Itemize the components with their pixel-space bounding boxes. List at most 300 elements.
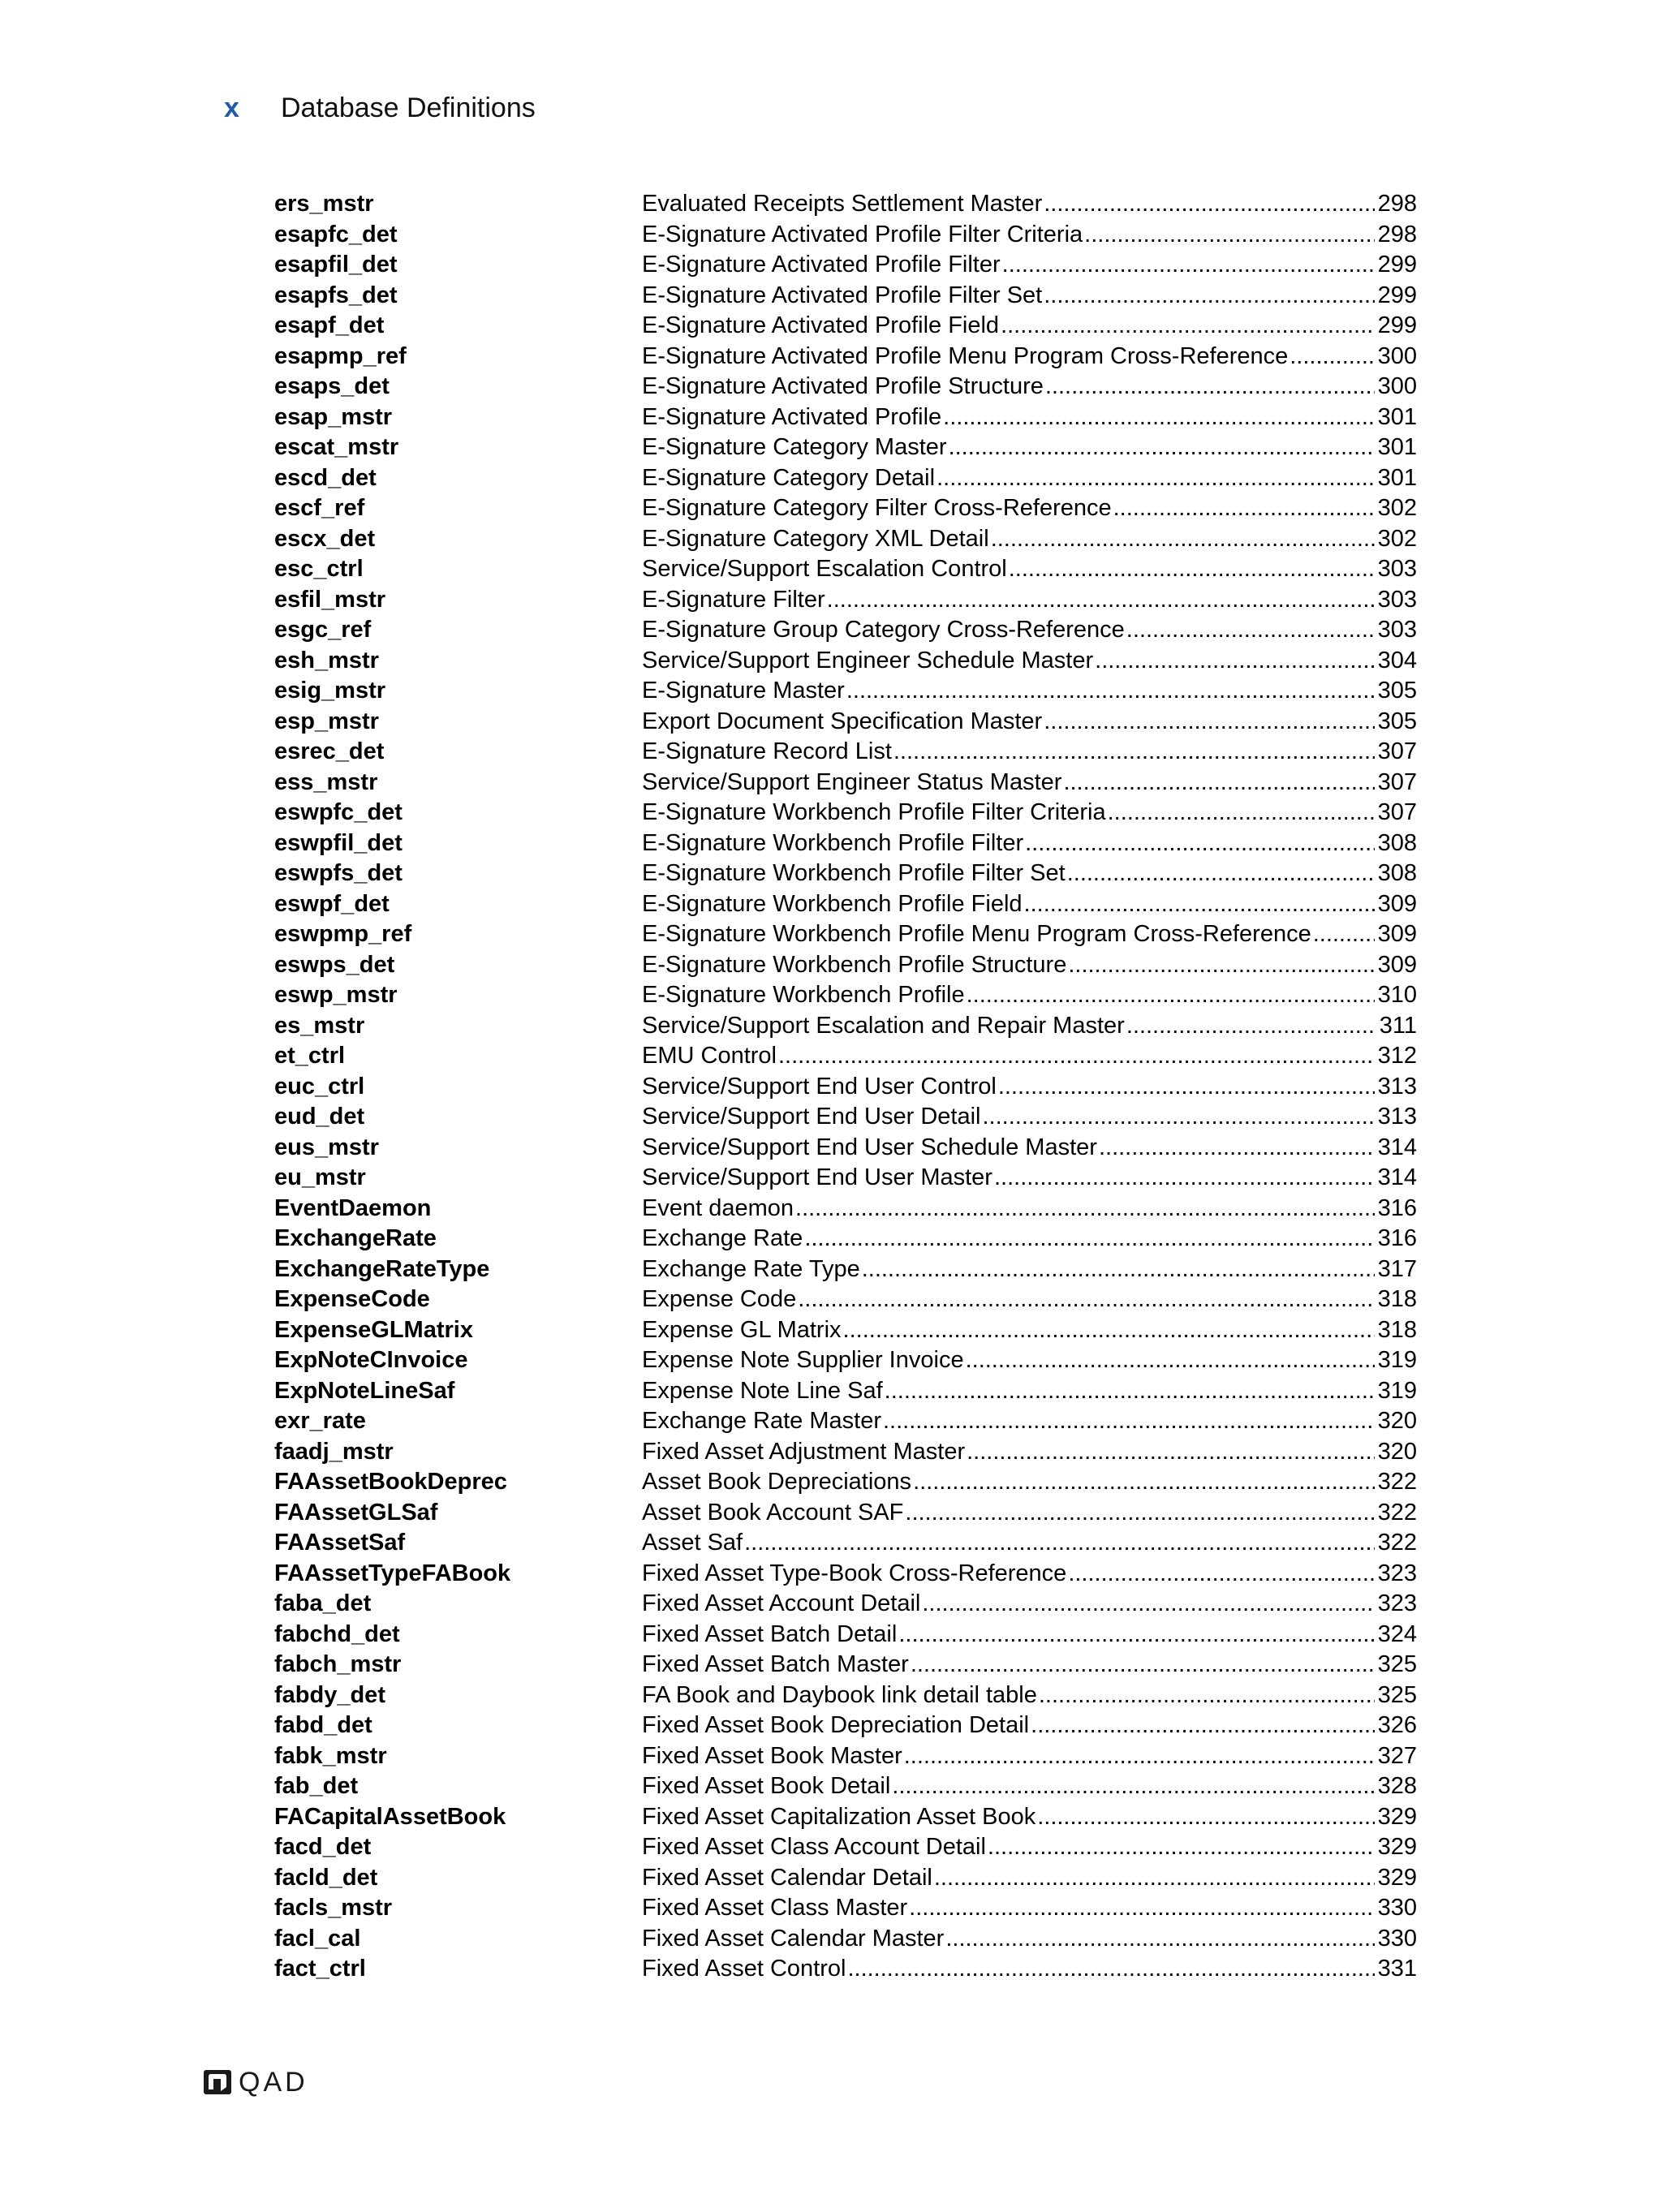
entry-description-line <box>642 1072 1417 1103</box>
toc-entry[interactable] <box>274 1924 1417 1955</box>
page-reference[interactable]: 324 <box>1377 1620 1417 1647</box>
toc-entry[interactable] <box>274 1437 1417 1468</box>
dot-leader <box>843 1315 1375 1346</box>
toc-entry[interactable] <box>274 1254 1417 1285</box>
page-reference[interactable]: 301 <box>1377 434 1417 460</box>
page-reference[interactable]: 307 <box>1377 799 1417 825</box>
dot-leader <box>883 1406 1375 1437</box>
dot-leader <box>804 1224 1375 1254</box>
table-description: E-Signature Workbench Profile Filter Criteria <box>642 799 1106 825</box>
entry-description-line <box>642 859 1417 889</box>
dot-leader <box>846 676 1375 707</box>
toc-entry[interactable] <box>274 646 1417 677</box>
table-name: eswp_mstr <box>274 982 398 1008</box>
table-description: Service/Support End User Master <box>642 1164 992 1190</box>
toc-entry[interactable] <box>274 1467 1417 1498</box>
table-description: Fixed Asset Calendar Detail <box>642 1864 932 1891</box>
table-name: FACapitalAssetBook <box>274 1803 506 1830</box>
page-reference[interactable]: 327 <box>1377 1742 1417 1769</box>
page-reference[interactable]: 298 <box>1377 191 1417 217</box>
table-description: Fixed Asset Capitalization Asset Book <box>642 1803 1036 1830</box>
dot-leader <box>847 1954 1375 1985</box>
toc-entry[interactable] <box>274 1528 1417 1559</box>
entry-description-line <box>642 1194 1417 1224</box>
dot-leader <box>909 1893 1375 1924</box>
page-reference[interactable]: 329 <box>1377 1864 1417 1891</box>
entry-description-line <box>642 493 1417 524</box>
page-reference[interactable]: 309 <box>1377 951 1417 978</box>
table-name: eswpf_det <box>274 890 390 917</box>
dot-leader <box>1025 828 1375 859</box>
page-reference[interactable]: 314 <box>1377 1164 1417 1190</box>
dot-leader <box>1095 646 1375 677</box>
table-description: Asset Book Account SAF <box>642 1499 904 1526</box>
page-reference[interactable]: 325 <box>1377 1681 1417 1708</box>
entry-description-line <box>642 433 1417 463</box>
table-name: faadj_mstr <box>274 1438 394 1465</box>
dot-leader <box>1045 372 1375 402</box>
dot-leader <box>827 585 1375 616</box>
entry-description-line <box>642 646 1417 677</box>
table-name: es_mstr <box>274 1012 365 1039</box>
toc-entry[interactable] <box>274 950 1417 981</box>
toc-entry[interactable] <box>274 859 1417 889</box>
table-description: Service/Support End User Detail <box>642 1104 981 1130</box>
table-description: E-Signature Workbench Profile Structure <box>642 951 1067 978</box>
dot-leader <box>885 1376 1375 1407</box>
entry-description-line <box>642 1345 1417 1376</box>
toc-entry[interactable] <box>274 1650 1417 1681</box>
page-reference[interactable]: 322 <box>1377 1499 1417 1526</box>
toc-entry[interactable] <box>274 828 1417 859</box>
entry-description-line <box>642 1011 1417 1042</box>
table-description: E-Signature Category Detail <box>642 464 936 491</box>
toc-entry[interactable] <box>274 1893 1417 1924</box>
table-description: E-Signature Filter <box>642 586 825 613</box>
toc-entry[interactable] <box>274 1802 1417 1833</box>
entry-description-line <box>642 1133 1417 1164</box>
table-name: facld_det <box>274 1864 378 1891</box>
page-reference[interactable]: 307 <box>1377 768 1417 795</box>
table-name: eswpfil_det <box>274 829 403 856</box>
page-reference[interactable]: 329 <box>1377 1834 1417 1860</box>
toc-entry[interactable] <box>274 1863 1417 1894</box>
page-reference[interactable]: 316 <box>1377 1194 1417 1221</box>
toc-entry[interactable] <box>274 1771 1417 1802</box>
page-reference[interactable]: 320 <box>1377 1438 1417 1465</box>
toc-entry[interactable] <box>274 768 1417 798</box>
dot-leader <box>1009 554 1375 585</box>
page-reference[interactable]: 308 <box>1377 829 1417 856</box>
table-name: esgc_ref <box>274 617 372 643</box>
page-reference[interactable]: 325 <box>1377 1651 1417 1677</box>
entry-description-line <box>642 798 1417 828</box>
table-description: Fixed Asset Batch Detail <box>642 1620 898 1647</box>
dot-leader <box>943 402 1375 433</box>
page-reference[interactable]: 302 <box>1377 525 1417 552</box>
table-description: Fixed Asset Account Detail <box>642 1590 921 1616</box>
toc-entry[interactable] <box>274 1163 1417 1194</box>
page-reference[interactable]: 305 <box>1377 678 1417 704</box>
page-reference[interactable]: 318 <box>1377 1286 1417 1312</box>
dot-leader <box>934 1863 1375 1894</box>
entry-description-line <box>642 524 1417 555</box>
page-reference[interactable]: 330 <box>1377 1925 1417 1952</box>
table-description: E-Signature Group Category Cross-Reference <box>642 617 1125 643</box>
toc-entry[interactable] <box>274 1711 1417 1741</box>
table-description: E-Signature Workbench Profile Field <box>642 890 1023 917</box>
toc-entry[interactable] <box>274 1620 1417 1650</box>
entry-description-line <box>642 1467 1417 1498</box>
dot-leader <box>936 463 1375 494</box>
entry-description-line <box>642 1832 1417 1863</box>
toc-entry[interactable] <box>274 585 1417 616</box>
page-reference[interactable]: 314 <box>1377 1134 1417 1160</box>
page-reference[interactable]: 311 <box>1379 1012 1417 1039</box>
page-reference[interactable]: 307 <box>1377 738 1417 764</box>
table-name: eud_det <box>274 1104 365 1130</box>
table-description: Fixed Asset Class Account Detail <box>642 1834 986 1860</box>
table-description: E-Signature Workbench Profile Menu Program Cross-Reference <box>642 921 1311 947</box>
table-description: Service/Support Escalation Control <box>642 556 1007 582</box>
dot-leader <box>945 1924 1375 1955</box>
dot-leader <box>1068 1559 1375 1590</box>
dot-leader <box>1044 189 1375 220</box>
dot-leader <box>1126 615 1375 646</box>
table-description: Service/Support End User Schedule Master <box>642 1134 1097 1160</box>
page-reference[interactable]: 303 <box>1377 617 1417 643</box>
dot-leader <box>1001 311 1375 342</box>
toc-entry[interactable] <box>274 524 1417 555</box>
page-reference[interactable]: 299 <box>1377 312 1417 338</box>
table-description: Expense GL Matrix <box>642 1316 842 1343</box>
page-reference[interactable]: 313 <box>1377 1104 1417 1130</box>
entry-description-line <box>642 1620 1417 1650</box>
page-reference[interactable]: 298 <box>1377 221 1417 247</box>
entry-description-line <box>642 372 1417 402</box>
dot-leader <box>904 1741 1375 1772</box>
page-reference[interactable]: 309 <box>1377 890 1417 917</box>
toc-entry[interactable] <box>274 554 1417 585</box>
toc-entry[interactable] <box>274 1224 1417 1254</box>
dot-leader <box>1084 220 1375 251</box>
table-name: et_ctrl <box>274 1043 346 1069</box>
table-name: ExpNoteLineSaf <box>274 1377 455 1404</box>
table-name: esrec_det <box>274 738 385 764</box>
table-name: esaps_det <box>274 373 390 399</box>
table-description: E-Signature Category Master <box>642 434 947 460</box>
entry-description-line <box>642 919 1417 950</box>
dot-leader <box>1108 798 1375 828</box>
dot-leader <box>1099 1133 1375 1164</box>
table-name: euc_ctrl <box>274 1073 365 1100</box>
toc-entry[interactable] <box>274 676 1417 707</box>
table-description: E-Signature Activated Profile <box>642 403 942 430</box>
entry-description-line <box>642 1498 1417 1529</box>
dot-leader <box>1067 859 1375 889</box>
table-description: FA Book and Daybook link detail table <box>642 1681 1037 1708</box>
table-name: esh_mstr <box>274 647 379 673</box>
table-name: eswpmp_ref <box>274 921 412 947</box>
toc-entry[interactable] <box>274 493 1417 524</box>
page-reference[interactable]: 301 <box>1377 403 1417 430</box>
table-description: E-Signature Activated Profile Filter Set <box>642 282 1043 308</box>
entry-description-line <box>642 737 1417 768</box>
dot-leader <box>982 1102 1375 1133</box>
table-description: Event daemon <box>642 1194 794 1221</box>
toc-entry[interactable] <box>274 1011 1417 1042</box>
dot-leader <box>966 1345 1375 1376</box>
page-reference[interactable]: 302 <box>1377 495 1417 521</box>
dot-leader <box>905 1498 1375 1529</box>
dot-leader <box>1313 919 1375 950</box>
toc-entry[interactable] <box>274 889 1417 920</box>
toc-entry[interactable] <box>274 1133 1417 1164</box>
table-description: Asset Book Depreciations <box>642 1469 912 1495</box>
entry-description-line <box>642 1741 1417 1772</box>
table-description: Exchange Rate <box>642 1225 803 1251</box>
page-reference[interactable]: 319 <box>1377 1377 1417 1404</box>
toc-entry[interactable] <box>274 1589 1417 1620</box>
toc-entry[interactable] <box>274 220 1417 251</box>
table-name: faba_det <box>274 1590 372 1616</box>
toc-entry[interactable] <box>274 615 1417 646</box>
page-reference[interactable]: 308 <box>1377 860 1417 886</box>
entry-description-line <box>642 1893 1417 1924</box>
dot-leader <box>967 980 1375 1011</box>
table-description: E-Signature Category XML Detail <box>642 525 989 552</box>
page-header <box>224 88 536 128</box>
toc-entry[interactable] <box>274 1681 1417 1711</box>
table-description: Exchange Rate Master <box>642 1408 881 1434</box>
page-reference[interactable]: 300 <box>1377 373 1417 399</box>
table-description: Fixed Asset Control <box>642 1956 846 1982</box>
table-description: Service/Support Engineer Schedule Master <box>642 647 1094 673</box>
entry-description-line <box>642 463 1417 494</box>
table-name: ExpNoteCInvoice <box>274 1347 468 1373</box>
toc-entry[interactable] <box>274 372 1417 402</box>
toc-entry[interactable] <box>274 1376 1417 1407</box>
page-reference[interactable]: 303 <box>1377 586 1417 613</box>
toc-entry[interactable] <box>274 1832 1417 1863</box>
table-description: Fixed Asset Book Master <box>642 1742 902 1769</box>
dot-leader <box>1037 1802 1375 1833</box>
table-description: Fixed Asset Adjustment Master <box>642 1438 966 1465</box>
page-reference[interactable]: 301 <box>1377 464 1417 491</box>
entry-description-line <box>642 189 1417 220</box>
entry-description-line <box>642 1650 1417 1681</box>
entry-description-line <box>642 828 1417 859</box>
entry-description-line <box>642 281 1417 312</box>
table-description: Fixed Asset Calendar Master <box>642 1925 945 1952</box>
entry-description-line <box>642 1376 1417 1407</box>
toc-entry[interactable] <box>274 707 1417 738</box>
table-name: fact_ctrl <box>274 1956 366 1982</box>
table-name: esapmp_ref <box>274 342 407 369</box>
page-reference[interactable]: 309 <box>1377 921 1417 947</box>
page-reference[interactable]: 328 <box>1377 1773 1417 1799</box>
entry-description-line <box>642 615 1417 646</box>
page-reference[interactable]: 320 <box>1377 1408 1417 1434</box>
entry-description-line <box>642 1437 1417 1468</box>
table-name: escx_det <box>274 525 376 552</box>
section-title: Database Definitions <box>281 92 536 123</box>
toc-entry[interactable] <box>274 250 1417 281</box>
dot-leader <box>967 1437 1375 1468</box>
page-reference[interactable]: 299 <box>1377 252 1417 278</box>
dot-leader <box>913 1467 1375 1498</box>
table-description: Fixed Asset Type-Book Cross-Reference <box>642 1560 1067 1586</box>
dot-leader <box>991 524 1375 555</box>
table-name: EventDaemon <box>274 1194 432 1221</box>
table-description: E-Signature Workbench Profile <box>642 982 965 1008</box>
dot-leader <box>893 737 1375 768</box>
entry-description-line <box>642 1041 1417 1072</box>
page-reference[interactable]: 318 <box>1377 1316 1417 1343</box>
page-reference[interactable]: 316 <box>1377 1225 1417 1251</box>
entry-description-line <box>642 1254 1417 1285</box>
entry-description-line <box>642 1924 1417 1955</box>
toc-entry[interactable] <box>274 1406 1417 1437</box>
table-name: eswpfc_det <box>274 799 403 825</box>
dot-leader <box>1024 889 1375 920</box>
entry-description-line <box>642 768 1417 798</box>
toc-entry[interactable] <box>274 1498 1417 1529</box>
toc-entry[interactable] <box>274 1041 1417 1072</box>
page-number: x <box>224 92 239 123</box>
page-reference[interactable]: 322 <box>1377 1530 1417 1556</box>
page-reference[interactable]: 330 <box>1377 1895 1417 1921</box>
page-reference[interactable]: 323 <box>1377 1590 1417 1616</box>
toc-entry[interactable] <box>274 798 1417 828</box>
entry-description-line <box>642 1589 1417 1620</box>
toc-entry[interactable] <box>274 1194 1417 1224</box>
page-reference[interactable]: 305 <box>1377 708 1417 734</box>
dot-leader <box>862 1254 1375 1285</box>
page-reference[interactable]: 299 <box>1377 282 1417 308</box>
page-reference[interactable]: 313 <box>1377 1073 1417 1100</box>
page-reference[interactable]: 326 <box>1377 1712 1417 1738</box>
page-reference[interactable]: 319 <box>1377 1347 1417 1373</box>
toc-entry[interactable] <box>274 311 1417 342</box>
table-name: esc_ctrl <box>274 556 364 582</box>
entry-description-line <box>642 676 1417 707</box>
entry-description-line <box>642 585 1417 616</box>
table-description: E-Signature Activated Profile Filter Criteria <box>642 221 1083 247</box>
entry-description-line <box>642 402 1417 433</box>
toc-entry[interactable] <box>274 402 1417 433</box>
toc-entry[interactable] <box>274 1741 1417 1772</box>
page-reference[interactable]: 322 <box>1377 1469 1417 1495</box>
toc-entry[interactable] <box>274 1559 1417 1590</box>
page-reference[interactable]: 323 <box>1377 1560 1417 1586</box>
page-reference[interactable]: 329 <box>1377 1803 1417 1830</box>
table-name: ExchangeRateType <box>274 1255 490 1282</box>
table-name: escd_det <box>274 464 377 491</box>
toc-entry[interactable] <box>274 342 1417 372</box>
qad-logo-icon <box>203 2069 232 2095</box>
entry-description-line <box>642 1863 1417 1894</box>
dot-leader <box>998 1072 1375 1103</box>
page-reference[interactable]: 317 <box>1377 1255 1417 1282</box>
entry-description-line <box>642 889 1417 920</box>
page-reference[interactable]: 300 <box>1377 342 1417 369</box>
entry-description-line <box>642 1771 1417 1802</box>
table-description: Fixed Asset Book Detail <box>642 1773 891 1799</box>
table-name: eu_mstr <box>274 1164 366 1190</box>
toc-entry[interactable] <box>274 1954 1417 1985</box>
entry-description-line <box>642 554 1417 585</box>
toc-entry[interactable] <box>274 189 1417 220</box>
toc-entry[interactable] <box>274 463 1417 494</box>
toc-entry[interactable] <box>274 980 1417 1011</box>
toc-entry[interactable] <box>274 1102 1417 1133</box>
toc-entry[interactable] <box>274 1072 1417 1103</box>
dot-leader <box>922 1589 1375 1620</box>
table-description: Fixed Asset Book Depreciation Detail <box>642 1712 1030 1738</box>
table-description: E-Signature Record List <box>642 738 892 764</box>
table-name: eus_mstr <box>274 1134 379 1160</box>
entry-description-line <box>642 1163 1417 1194</box>
page-reference[interactable]: 312 <box>1377 1043 1417 1069</box>
table-name: ExchangeRate <box>274 1225 437 1251</box>
dot-leader <box>798 1285 1375 1315</box>
table-name: fabd_det <box>274 1712 372 1738</box>
page-reference[interactable]: 304 <box>1377 647 1417 673</box>
table-name: fab_det <box>274 1773 359 1799</box>
dot-leader <box>988 1832 1375 1863</box>
dot-leader <box>1044 281 1375 312</box>
table-name: eswpfs_det <box>274 860 403 886</box>
table-name: esapfc_det <box>274 221 398 247</box>
table-name: facd_det <box>274 1834 372 1860</box>
toc-entry[interactable] <box>274 1285 1417 1315</box>
table-name: fabch_mstr <box>274 1651 402 1677</box>
dot-leader <box>949 433 1375 463</box>
entry-description-line <box>642 220 1417 251</box>
table-description: Fixed Asset Class Master <box>642 1895 908 1921</box>
entry-description-line <box>642 250 1417 281</box>
table-name: FAAssetSaf <box>274 1530 406 1556</box>
toc-entry[interactable] <box>274 1315 1417 1346</box>
page-reference[interactable]: 331 <box>1377 1956 1417 1982</box>
toc-list <box>274 189 1417 1985</box>
entry-description-line <box>642 1954 1417 1985</box>
table-name: FAAssetTypeFABook <box>274 1560 511 1586</box>
toc-entry[interactable] <box>274 737 1417 768</box>
entry-description-line <box>642 707 1417 738</box>
table-name: esapfil_det <box>274 252 398 278</box>
table-description: Service/Support End User Control <box>642 1073 997 1100</box>
toc-entry[interactable] <box>274 919 1417 950</box>
table-name: fabchd_det <box>274 1620 400 1647</box>
logo-text: QAD <box>239 2066 308 2098</box>
toc-entry[interactable] <box>274 1345 1417 1376</box>
table-name: FAAssetGLSaf <box>274 1499 438 1526</box>
table-description: Asset Saf <box>642 1530 743 1556</box>
table-description: EMU Control <box>642 1043 777 1069</box>
page-reference[interactable]: 310 <box>1377 982 1417 1008</box>
table-description: Expense Note Line Saf <box>642 1377 883 1404</box>
dot-leader <box>1044 707 1375 738</box>
table-name: FAAssetBookDeprec <box>274 1469 507 1495</box>
toc-entry[interactable] <box>274 281 1417 312</box>
toc-entry[interactable] <box>274 433 1417 463</box>
dot-leader <box>994 1163 1375 1194</box>
page-reference[interactable]: 303 <box>1377 556 1417 582</box>
table-description: Expense Code <box>642 1286 797 1312</box>
dot-leader <box>1063 768 1375 798</box>
